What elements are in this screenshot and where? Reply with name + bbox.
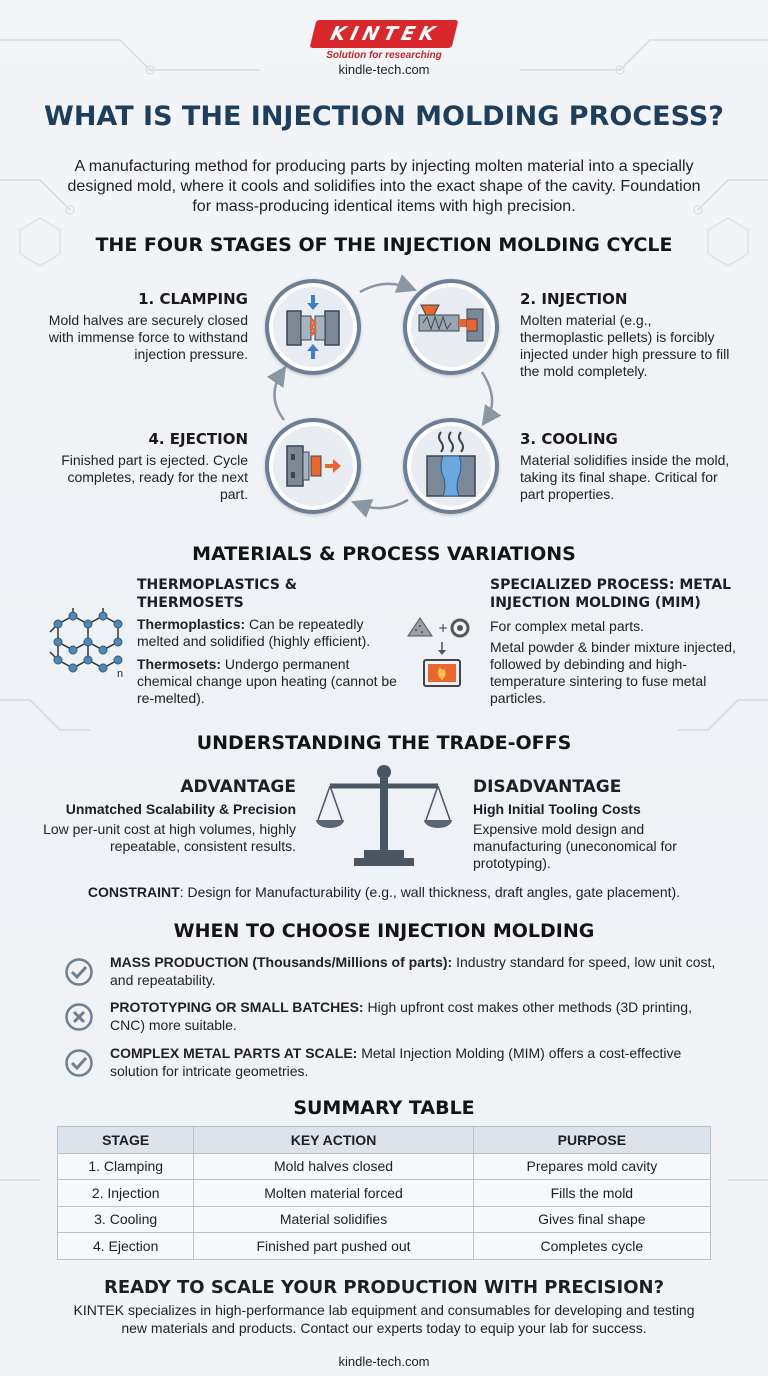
stage-text: Material solidifies inside the mold, taking its final shape. Critical for part properties. bbox=[520, 452, 730, 502]
disadvantage-heading: DISADVANTAGE bbox=[473, 777, 622, 797]
brand-tagline: Solution for researching bbox=[326, 50, 442, 61]
table-cell: 2. Injection bbox=[58, 1180, 194, 1207]
constraint-label: CONSTRAINT bbox=[87, 884, 180, 900]
mim-text-2: Metal powder & binder mixture injected, followed by debinding and high-temperature sintering to fuse metal particles. bbox=[490, 639, 736, 706]
stage-clamping bbox=[40, 290, 248, 363]
stage-circle-clamping bbox=[265, 279, 361, 375]
polymer-subscript: n bbox=[117, 668, 124, 680]
table-cell: Mold halves closed bbox=[194, 1153, 473, 1180]
check-icon bbox=[64, 957, 94, 987]
table-cell: Gives final shape bbox=[473, 1206, 710, 1233]
stage-text: Finished part is ejected. Cycle completes, ready for the next part. bbox=[61, 452, 248, 502]
table-cell: Fills the mold bbox=[473, 1180, 710, 1207]
table-cell: 4. Ejection bbox=[58, 1233, 194, 1260]
disadvantage-block bbox=[473, 777, 733, 872]
stage-ejection bbox=[60, 430, 248, 503]
check-icon bbox=[64, 1048, 94, 1078]
mim-heading-1: SPECIALIZED PROCESS: METAL bbox=[490, 577, 732, 593]
powder-sintering-icon bbox=[404, 610, 480, 690]
intro-paragraph: A manufacturing method for producing parts by injecting molten material into a specially designed mold, where it cools and solidifies into the exact shape of the cavity. Foundation for mass-producing identical items with high precision. bbox=[67, 158, 701, 215]
column-header: STAGE bbox=[58, 1127, 194, 1154]
site-url-bottom[interactable]: kindle-tech.com bbox=[338, 1354, 430, 1369]
thermoplastics-text: Thermoplastics: Can be repeatedly melted and solidified (highly efficient). bbox=[137, 616, 371, 649]
table-cell: Material solidifies bbox=[194, 1206, 473, 1233]
stage-heading: 3. COOLING bbox=[520, 430, 618, 448]
stage-heading: 4. EJECTION bbox=[148, 430, 248, 448]
column-header: KEY ACTION bbox=[194, 1127, 473, 1154]
table-cell: Prepares mold cavity bbox=[473, 1153, 710, 1180]
polymer-chain-icon bbox=[48, 604, 128, 684]
balance-scale-icon bbox=[314, 762, 454, 868]
choose-item bbox=[64, 953, 724, 989]
page-title: WHAT IS THE INJECTION MOLDING PROCESS? bbox=[44, 101, 724, 132]
stage-heading: 2. INJECTION bbox=[520, 290, 628, 308]
column-header: PURPOSE bbox=[473, 1127, 710, 1154]
choose-text: PROTOTYPING OR SMALL BATCHES: High upfront cost makes other methods (3D printing, CNC) more suitable. bbox=[110, 999, 692, 1033]
stage-cooling bbox=[520, 430, 735, 503]
tradeoffs-title: UNDERSTANDING THE TRADE-OFFS bbox=[196, 732, 572, 754]
advantage-heading: ADVANTAGE bbox=[180, 777, 296, 797]
disadvantage-subheading: High Initial Tooling Costs bbox=[473, 801, 641, 817]
constraint-text: : Design for Manufacturability (e.g., wall thickness, draft angles, gate placement). bbox=[179, 884, 681, 900]
clamp-icon bbox=[269, 283, 357, 371]
table-row bbox=[58, 1233, 711, 1260]
choose-item bbox=[64, 998, 724, 1034]
mim-text-1: For complex metal parts. bbox=[490, 618, 645, 634]
table-row bbox=[58, 1180, 711, 1207]
svg-text:+: + bbox=[438, 621, 449, 635]
stage-circle-cooling bbox=[403, 418, 499, 514]
mim-block bbox=[490, 576, 740, 707]
advantage-text: Low per-unit cost at high volumes, highly repeatable, consistent results. bbox=[43, 821, 296, 854]
thermo-heading-1: THERMOPLASTICS & bbox=[137, 577, 298, 593]
table-cell: 1. Clamping bbox=[58, 1153, 194, 1180]
choose-title: WHEN TO CHOOSE INJECTION MOLDING bbox=[173, 920, 595, 942]
summary-title: SUMMARY TABLE bbox=[293, 1097, 475, 1119]
stage-injection bbox=[520, 290, 735, 380]
stage-circle-injection bbox=[403, 279, 499, 375]
stage-heading: 1. CLAMPING bbox=[138, 290, 248, 308]
thermoplastics-block bbox=[137, 576, 397, 707]
table-cell: Finished part pushed out bbox=[194, 1233, 473, 1260]
stage-text: Mold halves are securely closed with immense force to withstand injection pressure. bbox=[48, 312, 248, 362]
advantage-subheading: Unmatched Scalability & Precision bbox=[65, 801, 296, 817]
choose-item bbox=[64, 1044, 724, 1080]
cta-title: READY TO SCALE YOUR PRODUCTION WITH PRECISION? bbox=[103, 1277, 665, 1298]
x-icon bbox=[64, 1002, 94, 1032]
table-cell: Completes cycle bbox=[473, 1233, 710, 1260]
stage-circle-ejection bbox=[265, 418, 361, 514]
mim-heading-2: INJECTION MOLDING (MIM) bbox=[490, 595, 701, 611]
table-row bbox=[58, 1206, 711, 1233]
table-cell: 3. Cooling bbox=[58, 1206, 194, 1233]
kintek-logo[interactable]: KINTEK bbox=[309, 20, 458, 48]
thermo-heading-2: THERMOSETS bbox=[137, 595, 244, 611]
materials-title: MATERIALS & PROCESS VARIATIONS bbox=[192, 543, 576, 565]
table-header-row bbox=[58, 1127, 711, 1154]
injection-screw-icon bbox=[407, 283, 495, 371]
stage-text: Molten material (e.g., thermoplastic pellets) is forcibly injected under high pressure to fill the mold completely. bbox=[520, 312, 730, 379]
cta-text: KINTEK specializes in high-performance lab equipment and consumables for developing and testing new materials and products. Contact our experts today to equip your lab for success. bbox=[73, 1302, 695, 1336]
site-url-top[interactable]: kindle-tech.com bbox=[338, 62, 430, 77]
advantage-block bbox=[40, 777, 296, 855]
table-cell: Molten material forced bbox=[194, 1180, 473, 1207]
cooling-icon bbox=[407, 422, 495, 510]
thermosets-text: Thermosets: Undergo permanent chemical change upon heating (cannot be re-melted). bbox=[137, 656, 397, 706]
disadvantage-text: Expensive mold design and manufacturing (uneconomical for prototyping). bbox=[473, 821, 677, 871]
choose-text: MASS PRODUCTION (Thousands/Millions of parts): Industry standard for speed, low unit cost, and repeatability. bbox=[110, 954, 716, 988]
ejection-icon bbox=[269, 422, 357, 510]
table-row bbox=[58, 1153, 711, 1180]
stages-title: THE FOUR STAGES OF THE INJECTION MOLDING CYCLE bbox=[95, 234, 673, 256]
constraint-line bbox=[0, 884, 768, 900]
choose-text: COMPLEX METAL PARTS AT SCALE: Metal Injection Molding (MIM) offers a cost-effective solution for intricate geometries. bbox=[110, 1045, 682, 1079]
summary-table bbox=[57, 1126, 711, 1260]
